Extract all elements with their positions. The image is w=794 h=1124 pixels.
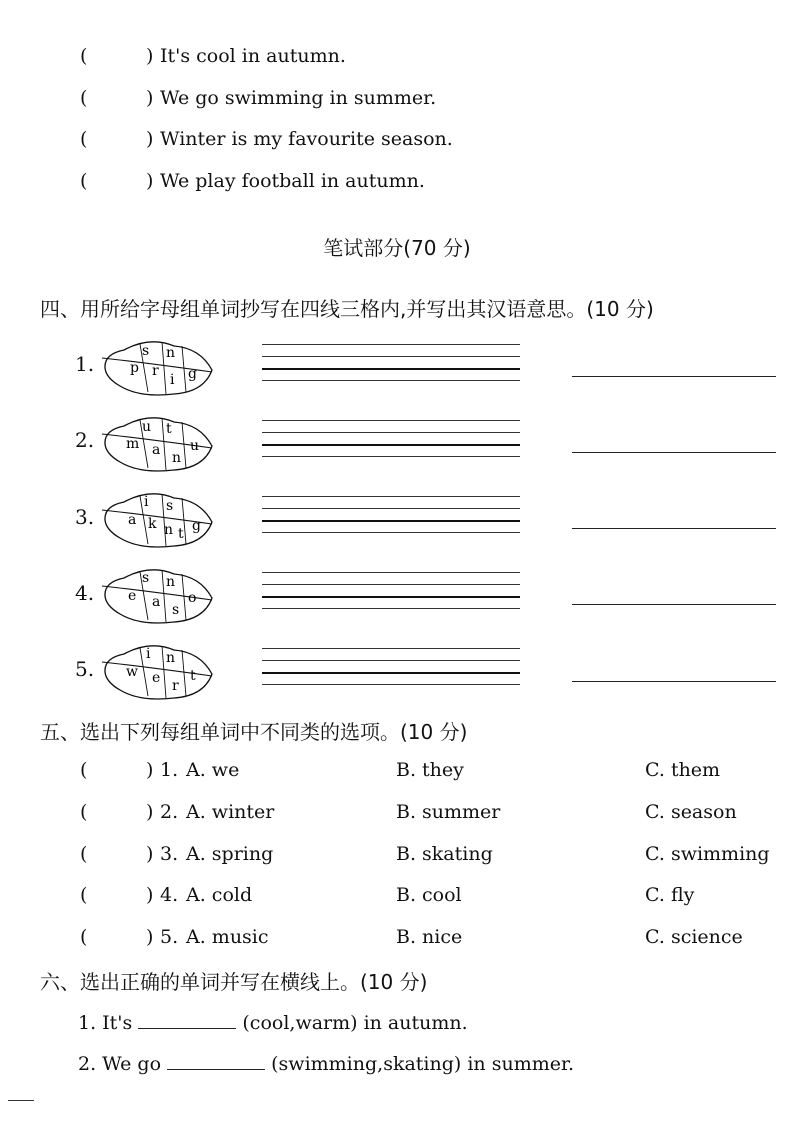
leaf-letter: w: [126, 664, 138, 680]
paren-open: (: [80, 45, 88, 67]
meaning-answer-line[interactable]: [572, 376, 776, 377]
paren-open: (: [80, 170, 88, 192]
margin-mark: [8, 1100, 34, 1101]
option-a: A. winter: [186, 801, 275, 823]
option-c: C. science: [645, 926, 743, 948]
answer-blank[interactable]: [138, 1010, 236, 1029]
option-b: B. cool: [396, 884, 462, 906]
leaf-letter: m: [126, 436, 140, 452]
option-b: B. nice: [396, 926, 463, 948]
four-line-grid[interactable]: [262, 344, 520, 384]
question-number: 5.: [160, 926, 179, 948]
four-line-grid[interactable]: [262, 648, 520, 688]
leaf-letter: e: [128, 588, 137, 604]
leaf-letter: u: [142, 419, 152, 435]
statement-text: We play football in autumn.: [160, 170, 425, 192]
option-b: B. skating: [396, 843, 493, 865]
fill-blank-item: [78, 1010, 468, 1034]
leaf-letter: r: [172, 678, 179, 694]
written-part-title: 笔试部分(70 分): [323, 236, 471, 260]
leaf-letter: k: [148, 516, 157, 532]
leaf-letter: u: [190, 438, 200, 454]
meaning-answer-line[interactable]: [572, 528, 776, 529]
leaf-letter: o: [188, 590, 197, 606]
item-number: 2.: [75, 428, 95, 452]
meaning-answer-line[interactable]: [572, 452, 776, 453]
leaf-letter: i: [146, 646, 151, 662]
section6-title: 六、选出正确的单词并写在横线上。(10 分): [40, 970, 428, 994]
paren-open: (: [80, 801, 88, 823]
leaf-letter: s: [166, 498, 174, 514]
statement-text: It's cool in autumn.: [160, 45, 346, 67]
choice-row: [0, 801, 794, 831]
part3-row: [0, 170, 794, 200]
leaf-letter: n: [166, 345, 176, 361]
section4-title: 四、用所给字母组单词抄写在四线三格内,并写出其汉语意思。(10 分): [40, 297, 654, 321]
four-line-grid[interactable]: [262, 572, 520, 612]
meaning-answer-line[interactable]: [572, 681, 776, 682]
paren-close: ): [146, 87, 154, 109]
choice-row: [0, 843, 794, 873]
leaf-letter: i: [144, 494, 149, 510]
four-line-grid[interactable]: [262, 420, 520, 460]
statement-text: Winter is my favourite season.: [160, 128, 453, 150]
paren-close: ): [146, 45, 154, 67]
option-b: B. they: [396, 759, 464, 781]
question-number: 4.: [160, 884, 179, 906]
leaf-icon: [100, 566, 215, 624]
part3-row: [0, 128, 794, 158]
choice-row: [0, 884, 794, 914]
paren-close: ): [146, 128, 154, 150]
fill-blank-item: [78, 1051, 574, 1075]
leaf-letter: p: [130, 360, 139, 376]
item-number: 1.: [75, 352, 95, 376]
leaf-letter: r: [152, 363, 159, 379]
four-line-grid[interactable]: [262, 496, 520, 536]
section5-title: 五、选出下列每组单词中不同类的选项。(10 分): [40, 720, 468, 744]
leaf-letter: s: [172, 602, 180, 618]
sentence-start: 1. It's: [78, 1012, 133, 1034]
paren-open: (: [80, 884, 88, 906]
paren-close: ): [146, 759, 154, 781]
option-a: A. we: [186, 759, 240, 781]
paren-close: ): [146, 884, 154, 906]
paren-close: ): [146, 170, 154, 192]
paren-open: (: [80, 843, 88, 865]
item-number: 4.: [75, 581, 95, 605]
question-number: 3.: [160, 843, 179, 865]
leaf-icon: [100, 490, 215, 548]
leaf-letter: s: [142, 343, 150, 359]
paren-open: (: [80, 128, 88, 150]
question-number: 2.: [160, 801, 179, 823]
option-c: C. them: [645, 759, 721, 781]
option-a: A. cold: [186, 884, 253, 906]
option-c: C. season: [645, 801, 737, 823]
question-number: 1.: [160, 759, 179, 781]
leaf-letter: a: [128, 512, 137, 528]
choice-row: [0, 926, 794, 956]
leaf-letter: n: [166, 650, 176, 666]
paren-close: ): [146, 843, 154, 865]
leaf-letter: e: [152, 670, 161, 686]
choice-row: [0, 759, 794, 789]
option-b: B. summer: [396, 801, 501, 823]
leaf-letter: i: [170, 372, 175, 388]
sentence-end: (swimming,skating) in summer.: [271, 1053, 574, 1075]
leaf-icon: [100, 642, 215, 700]
paren-open: (: [80, 87, 88, 109]
paren-open: (: [80, 759, 88, 781]
item-number: 3.: [75, 505, 95, 529]
paren-close: ): [146, 801, 154, 823]
statement-text: We go swimming in summer.: [160, 87, 437, 109]
paren-open: (: [80, 926, 88, 948]
leaf-letter: g: [188, 366, 197, 382]
option-a: A. spring: [186, 843, 274, 865]
leaf-letter: s: [142, 570, 150, 586]
leaf-letter: a: [152, 442, 161, 458]
part3-row: [0, 87, 794, 117]
answer-blank[interactable]: [167, 1051, 265, 1070]
option-c: C. fly: [645, 884, 695, 906]
sentence-start: 2. We go: [78, 1053, 162, 1075]
leaf-letter: t: [178, 526, 184, 542]
part3-row: [0, 45, 794, 75]
leaf-icon: [100, 338, 215, 396]
leaf-letter: n: [164, 522, 174, 538]
option-c: C. swimming: [645, 843, 770, 865]
item-number: 5.: [75, 657, 95, 681]
leaf-letter: g: [192, 518, 201, 534]
leaf-letter: n: [172, 450, 182, 466]
option-a: A. music: [186, 926, 269, 948]
leaf-letter: n: [166, 574, 176, 590]
paren-close: ): [146, 926, 154, 948]
leaf-letter: a: [152, 594, 161, 610]
meaning-answer-line[interactable]: [572, 604, 776, 605]
sentence-end: (cool,warm) in autumn.: [242, 1012, 468, 1034]
leaf-icon: [100, 414, 215, 472]
leaf-letter: t: [166, 421, 172, 437]
leaf-letter: t: [190, 668, 196, 684]
